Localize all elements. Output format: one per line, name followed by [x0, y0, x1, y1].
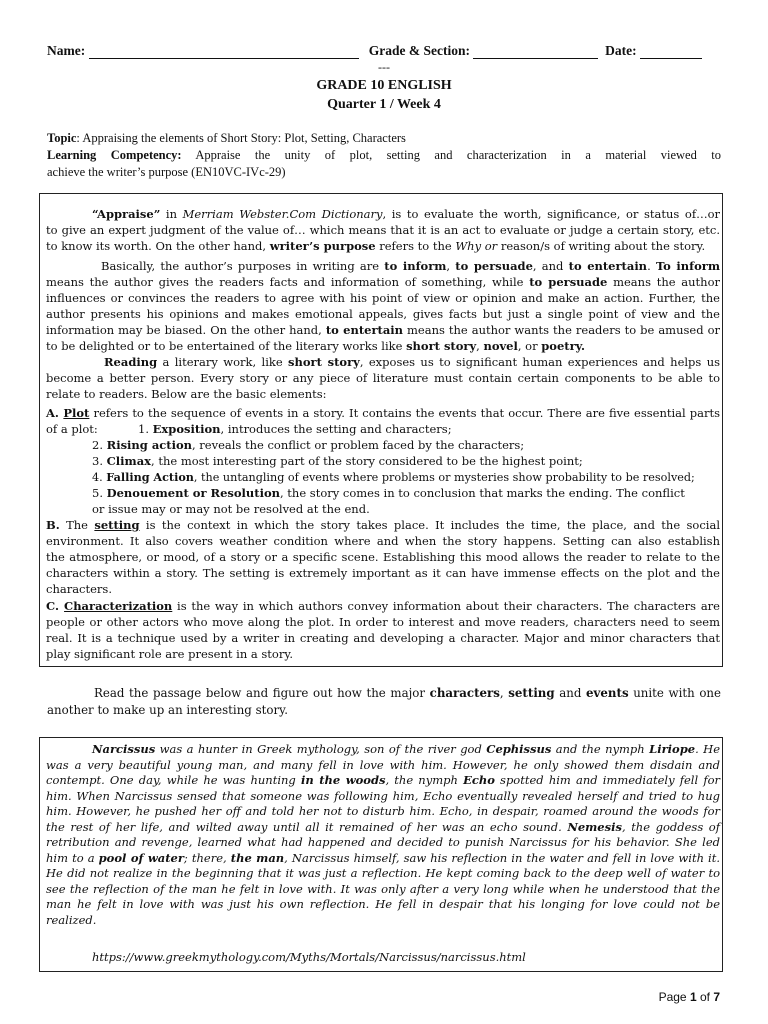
text: and [554, 686, 587, 700]
text: the rest of her life, and wilted away until all it remained of her was an echo sound. [46, 819, 568, 834]
passage-line2: was a very beautiful young man, and many fell in love with him. However, he only showed them disdain and [46, 757, 720, 772]
p1-line1 [92, 207, 720, 221]
passage-content [46, 742, 720, 970]
grade-label: Grade & Section: [368, 43, 470, 58]
plot-item-5-cont: or issue may or may not be resolved at the end. [92, 502, 370, 516]
passage-line4: him. When Narcissus sensed that someone was following him, Echo eventually revealed herself and tried to hug [46, 788, 720, 803]
text: is the context in which the story takes place. It includes the time, the place, and the social [139, 518, 720, 532]
text: means the author wants the readers to be amused or [403, 323, 720, 337]
lesson-content [46, 207, 720, 667]
short-story-term: short story [406, 339, 477, 353]
text: Read the passage below and figure out how the major [94, 686, 430, 700]
date-field[interactable] [640, 44, 702, 59]
to-inform-term: To inform [655, 259, 720, 273]
text: , [446, 259, 456, 273]
text: refers to the sequence of events in a story. It contains the events that occur. There are five essential parts [89, 406, 721, 420]
to-inform-term: to inform [384, 259, 447, 273]
text: is the way in which authors convey information about their characters. The characters are [172, 599, 720, 613]
grade-field[interactable] [473, 44, 598, 59]
text: , and [532, 259, 569, 273]
competency-line1 [47, 147, 721, 164]
text: him to a [46, 850, 99, 865]
text: a literary work, like [157, 355, 289, 369]
text: , Narcissus himself, saw his reflection in the water and fell in love with it. [284, 850, 721, 865]
p2-line5 [46, 323, 720, 337]
page-number: 1 [689, 990, 697, 1004]
p3-line1 [104, 355, 720, 369]
page-subtitle: Quarter 1 / Week 4 [327, 97, 441, 112]
characterization-term: Characterization [64, 599, 173, 613]
setting-line2: environment. It also covers weather condition where and when the story happens. Setting can also establish [46, 534, 720, 548]
falling-action-term: Falling Action [106, 470, 194, 484]
p1-line2: to give an expert judgment of the value of… which means that it is an act to evaluate or judge a certain story, etc. [46, 223, 720, 237]
text: . [647, 259, 656, 273]
text: , [499, 686, 509, 700]
setting-line3: the atmosphere, or mood, of a story or a specific scene. Establishing this mood allows the reader to relate to the [46, 550, 720, 564]
text: spotted him and immediately fell for [494, 773, 721, 787]
text: 2. [92, 438, 107, 452]
text: , is to evaluate the worth, significance, or status of…or [382, 207, 720, 221]
exposition-term: Exposition [152, 422, 221, 436]
text: , [476, 339, 484, 353]
appraise-term: “Appraise” [92, 207, 161, 221]
p2-line1 [101, 259, 720, 273]
rising-action-term: Rising action [106, 438, 192, 452]
competency-text: Appraise the unity of plot, setting and characterization in a material viewed to [181, 148, 722, 162]
text: , exposes us to significant human experiences and helps us [359, 355, 720, 369]
text: in [160, 207, 183, 221]
p2-line4: author presents his opinions and makes emotional appeals, gives facts but just a single point of view and the [46, 307, 720, 321]
text: The [59, 518, 95, 532]
text: reason/s of writing about the story. [497, 239, 706, 253]
pool-term: pool of water [98, 850, 184, 865]
instruction-line1 [94, 686, 721, 700]
nemesis-term: Nemesis [567, 819, 622, 834]
short-story-term: short story [288, 355, 360, 369]
page-title: GRADE 10 ENGLISH [316, 78, 452, 93]
writers-purpose-term: writer’s purpose [269, 239, 376, 253]
p2-line2 [46, 275, 720, 289]
text: contempt. One day, while he was hunting [46, 773, 301, 787]
name-label: Name [47, 43, 81, 58]
liriope-term: Liriope [649, 742, 696, 756]
dictionary-name: Merriam Webster.Com Dictionary [182, 207, 383, 221]
plot-item-3 [92, 454, 583, 468]
events-term: events [586, 686, 629, 700]
plot-term: Plot [63, 406, 90, 420]
setting-line5: characters. [46, 582, 112, 596]
plot-item-2 [92, 438, 524, 452]
plot-line2 [46, 422, 452, 436]
text: , the story comes in to conclusion that marks the ending. The conflict [280, 486, 685, 500]
passage-line6 [46, 820, 720, 834]
text: was a hunter in Greek mythology, son of the river god [155, 742, 487, 756]
text: of [696, 990, 714, 1004]
setting-line1 [46, 518, 720, 532]
competency-line2: achieve the writer’s purpose (EN10VC-IVc-29) [47, 165, 286, 179]
why-term: Why or [455, 239, 498, 253]
text: , the most interesting part of the story considered to be the highest point; [151, 454, 583, 468]
passage-line10: see the reflection of the man he felt in love with. It was only after a very long while when he understood that the [46, 881, 720, 896]
text: 5. [92, 486, 107, 500]
passage-line11: man he felt in love with was just his own reflection. He fell in despair that his longing for love could not be [46, 897, 720, 911]
text: 3. [92, 454, 107, 468]
text: and the nymph [551, 742, 650, 756]
text: refers to the [375, 239, 456, 253]
plot-item-5 [92, 486, 685, 500]
topic-text: : Appraising the elements of Short Story: Plot, Setting, Characters [76, 131, 406, 145]
plot-item-4 [92, 470, 695, 484]
competency-label: Learning Competency: [47, 148, 182, 162]
narcissus-term: Narcissus [92, 742, 156, 756]
to-persuade-term: to persuade [529, 275, 608, 289]
char-line2: people or other actors who move along the plot. In order to interest and move readers, characters need to seem [46, 615, 720, 629]
date-label: Date [605, 43, 633, 58]
p1-line3 [46, 239, 705, 253]
passage-line5: him. However, he pushed her off and told her not to disturb him. Echo, in despair, roamed around the woods for [46, 804, 720, 818]
topic-label: Topic [47, 131, 77, 145]
woods-term: in the woods [300, 773, 386, 787]
passage-line8 [46, 851, 720, 865]
topic-line [47, 130, 721, 147]
cephissus-term: Cephissus [486, 742, 552, 756]
char-line1 [46, 599, 720, 613]
text: ; there, [183, 850, 231, 865]
text: of a plot: 1. [46, 422, 153, 436]
text: Basically, the author’s purposes in writing are [101, 259, 385, 273]
text: , reveals the conflict or problem faced by the characters; [191, 438, 525, 452]
to-persuade-term: to persuade [455, 259, 533, 273]
text: to be delighted or to be entertained of the literary works like [46, 339, 407, 353]
text: . He [695, 742, 721, 756]
echo-term: Echo [463, 773, 495, 787]
passage-line12: realized. [46, 912, 97, 927]
setting-term: setting [94, 518, 140, 532]
section-letter: B. [46, 518, 60, 532]
p3-line3: relate to readers. Below are the basic elements: [46, 387, 327, 401]
text: , the goddess of [621, 819, 720, 834]
to-entertain-term: to entertain [568, 259, 648, 273]
text: , the nymph [385, 773, 464, 787]
text: means the author gives the readers facts and information of something, while [46, 275, 530, 289]
to-entertain-term: to entertain [325, 323, 404, 337]
poetry-term: poetry. [541, 339, 586, 353]
section-letter: A. [46, 406, 64, 420]
text: Page [658, 990, 690, 1004]
characters-term: characters [429, 686, 500, 700]
page-indicator [659, 990, 720, 1004]
text: means the author [607, 275, 720, 289]
header-dashes: --- [378, 60, 390, 74]
passage-line1 [92, 742, 720, 756]
plot-line1 [46, 406, 720, 420]
the-man-term: the man [230, 850, 285, 865]
section-letter: C. [46, 599, 65, 613]
text: to know its worth. On the other hand, [46, 239, 270, 253]
text: 4. [92, 471, 107, 484]
passage-line3 [46, 773, 720, 787]
text: , or [517, 339, 542, 353]
p2-line3: influences or convinces the readers to agree with his point of view or opinion and make an action. Further, the [46, 291, 720, 305]
name-field[interactable] [89, 44, 359, 59]
char-line3: real. It is a technique used by a writer in creating and developing a character. Major and minor characters that [46, 631, 720, 645]
passage-line7: retribution and revenge, learned what had happened and decided to punish Narcissus for his behavior. She led [46, 835, 720, 849]
source-url[interactable]: https://www.greekmythology.com/Myths/Mortals/Narcissus/narcissus.html [92, 950, 526, 964]
climax-term: Climax [106, 454, 152, 468]
setting-term: setting [508, 686, 555, 700]
reading-term: Reading [104, 355, 158, 369]
novel-term: novel [483, 339, 518, 353]
passage-line9: He did not realize in the beginning that it was just a reflection. He kept coming back to the deep well of water to [46, 866, 720, 880]
p2-line6 [46, 339, 585, 353]
text: , introduces the setting and characters; [220, 422, 452, 436]
header-fields: Name: Grade & Section: Date: [47, 43, 721, 59]
text: , the untangling of events where problems or mysteries show probability to be resolved; [193, 471, 695, 484]
text: information may be biased. On the other hand, [46, 323, 326, 337]
resolution-term: Denouement or Resolution [106, 486, 280, 500]
instruction-line2: another to make up an interesting story. [47, 703, 288, 717]
text: unite with one [628, 686, 722, 700]
page-total: 7 [713, 990, 720, 1004]
setting-line4: characters within a story. The setting is extremely important as it can have immense effects on the plot and the [46, 566, 720, 580]
p3-line2: become a better person. Every story or any piece of literature must contain certain components to be able to [46, 371, 720, 385]
char-line4: play significant role are present in a story. [46, 647, 293, 661]
